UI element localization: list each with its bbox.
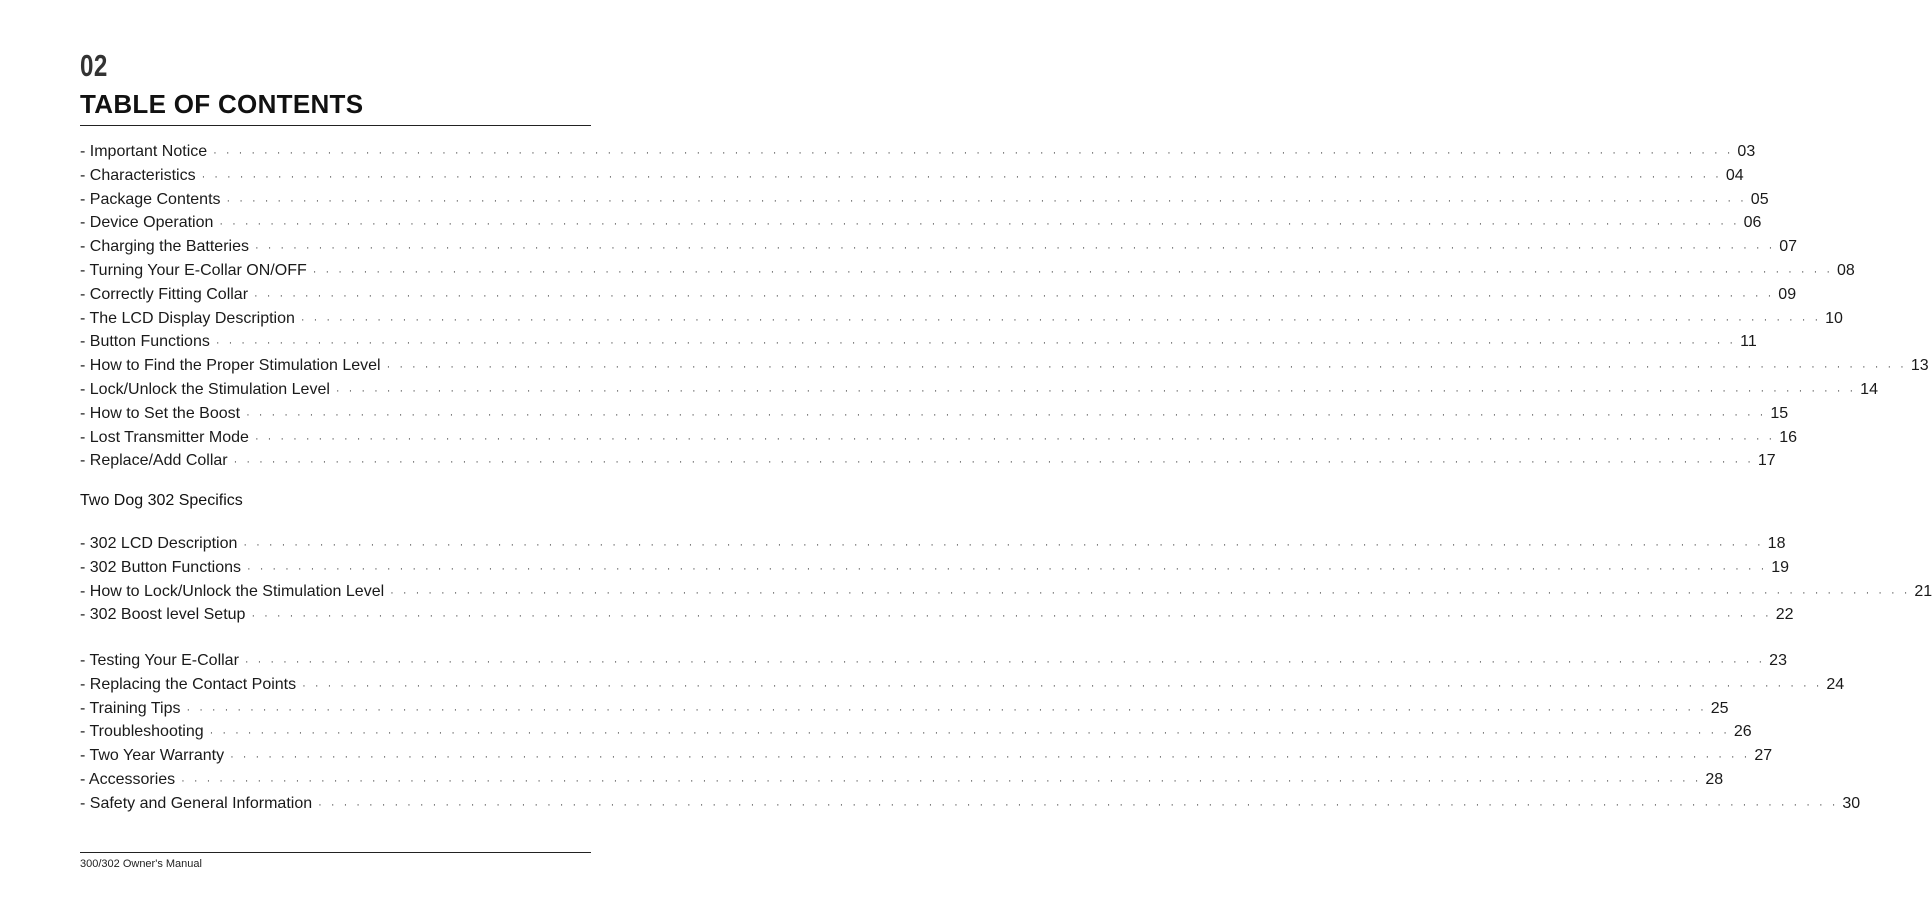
dot-leader: · · · · · · · · · · · · · · · · · · · · · · · · · · · · · · · · · · · · · · · · · · · · · · · · · · · · · · · · · · · · · · · · · · · · · · · · · · · · · · · · · · · · · · · · · · · · · · · · · · · · · · · · · · · · · · · · · · · · · · · · — [219, 218, 1740, 231]
toc-entry[interactable] — [80, 309, 1843, 334]
toc-entry-title: - Lost Transmitter Mode — [80, 428, 249, 446]
dot-leader: · · · · · · · · · · · · · · · · · · · · · · · · · · · · · · · · · · · · · · · · · · · · · · · · · · · · · · · · · · · · · · · · · · · · · · · · · · · · · · · · · · · · · · · · · · · · · · · · · · · · · · · · · · · · · · · · · · · · · · · · — [201, 170, 1722, 183]
toc-entry-page-number: 19 — [1771, 558, 1790, 576]
toc-entry-page-number: 04 — [1725, 166, 1744, 184]
toc-entry-page-number: 03 — [1737, 143, 1756, 160]
dot-leader: · · · · · · · · · · · · · · · · · · · · · · · · · · · · · · · · · · · · · · · · · · · · · · · · · · · · · · · · · · · · · · · · · · · · · · · · · · · · · · · · · · · · · · · · · · · · · · · · · · · · · · · · · · · · · · · · · · · · · · · · — [312, 265, 1834, 278]
toc-section-misc — [80, 652, 1861, 819]
dot-leader: · · · · · · · · · · · · · · · · · · · · · · · · · · · · · · · · · · · · · · · · · · · · · · · · · · · · · · · · · · · · · · · · · · · · · · · · · · · · · · · · · · · · · · · · · · · · · · · · · · · · · · · · · · · · · · · · · · · · · · · · — [302, 679, 1823, 692]
toc-entry-title: - Testing Your E-Collar — [80, 652, 239, 669]
toc-entry[interactable] — [80, 794, 1861, 819]
toc-entry-title: - Package Contents — [80, 190, 221, 208]
dot-leader: · · · · · · · · · · · · · · · · · · · · · · · · · · · · · · · · · · · · · · · · · · · · · · · · · · · · · · · · · · · · · · · · · · · · · · · · · · · · · · · · · · · · · · · · · · · · · · · · · · · · · · · · · · · · · · · · · · · · · · · · — [386, 361, 1907, 374]
dot-leader: · · · · · · · · · · · · · · · · · · · · · · · · · · · · · · · · · · · · · · · · · · · · · · · · · · · · · · · · · · · · · · · · · · · · · · · · · · · · · · · · · · · · · · · · · · · · · · · · · · · · · · · · · · · · · · · · · · · · · · · · — [254, 432, 1776, 445]
dot-leader: · · · · · · · · · · · · · · · · · · · · · · · · · · · · · · · · · · · · · · · · · · · · · · · · · · · · · · · · · · · · · · · · · · · · · · · · · · · · · · · · · · · · · · · · · · · · · · · · · · · · · · · · · · · · · · · · · · · · · · · · — [209, 727, 1730, 740]
footer-text: 300/302 Owner's Manual — [80, 858, 202, 870]
toc-entry-page-number: 30 — [1842, 794, 1861, 812]
toc-entry[interactable] — [80, 261, 1855, 286]
toc-entry-page-number: 15 — [1770, 404, 1789, 422]
page-title: TABLE OF CONTENTS — [80, 89, 364, 119]
toc-entry-page-number: 07 — [1779, 238, 1798, 256]
toc-entry[interactable] — [80, 428, 1798, 453]
toc-entry-page-number: 21 — [1914, 582, 1932, 600]
toc-entry-title: - Training Tips — [80, 699, 181, 717]
toc-entry-page-number: 06 — [1743, 214, 1762, 232]
dot-leader: · · · · · · · · · · · · · · · · · · · · · · · · · · · · · · · · · · · · · · · · · · · · · · · · · · · · · · · · · · · · · · · · · · · · · · · · · · · · · · · · · · · · · · · · · · · · · · · · · · · · · · · · · · · · · · · · · · · · · · · · — [244, 656, 1766, 668]
toc-entry-title: - Replace/Add Collar — [80, 452, 228, 470]
toc-entry-title: - Characteristics — [80, 166, 196, 184]
toc-entry-title: - Accessories — [80, 770, 176, 788]
section-heading: Two Dog 302 Specifics — [80, 492, 243, 509]
page-number: 02 — [80, 48, 108, 83]
toc-entry[interactable] — [80, 285, 1797, 310]
toc-entry[interactable] — [80, 166, 1744, 191]
toc-entry[interactable] — [80, 606, 1794, 630]
toc-entry-page-number: 23 — [1769, 652, 1787, 669]
toc-entry-title: - Two Year Warranty — [80, 747, 225, 765]
toc-entry[interactable] — [80, 770, 1724, 795]
toc-entry-page-number: 13 — [1910, 357, 1929, 375]
toc-entry[interactable] — [80, 238, 1798, 262]
toc-entry-page-number: 22 — [1775, 606, 1794, 624]
toc-section-302 — [80, 535, 1932, 630]
dot-leader: · · · · · · · · · · · · · · · · · · · · · · · · · · · · · · · · · · · · · · · · · · · · · · · · · · · · · · · · · · · · · · · · · · · · · · · · · · · · · · · · · · · · · · · · · · · · · · · · · · · · · · · · · · · · · · · · · · · · · · · · — [251, 610, 1772, 623]
toc-entry-title: - Lock/Unlock the Stimulation Level — [80, 380, 330, 398]
dot-leader: · · · · · · · · · · · · · · · · · · · · · · · · · · · · · · · · · · · · · · · · · · · · · · · · · · · · · · · · · · · · · · · · · · · · · · · · · · · · · · · · · · · · · · · · · · · · · · · · · · · · · · · · · · · · · · · · · · · · · · · · — [226, 194, 1747, 207]
dot-leader: · · · · · · · · · · · · · · · · · · · · · · · · · · · · · · · · · · · · · · · · · · · · · · · · · · · · · · · · · · · · · · · · · · · · · · · · · · · · · · · · · · · · · · · · · · · · · · · · · · · · · · · · · · · · · · · · · · · · · · · · — [215, 337, 1737, 350]
dot-leader: · · · · · · · · · · · · · · · · · · · · · · · · · · · · · · · · · · · · · · · · · · · · · · · · · · · · · · · · · · · · · · · · · · · · · · · · · · · · · · · · · · · · · · · · · · · · · · · · · · · · · · · · · · · · · · · · · · · · · · · · — [254, 242, 1776, 255]
toc-entry-title: - 302 Boost level Setup — [80, 606, 246, 624]
toc-entry[interactable] — [80, 404, 1789, 429]
toc-entry[interactable] — [80, 675, 1845, 700]
toc-entry-page-number: 24 — [1826, 675, 1845, 693]
dot-leader: · · · · · · · · · · · · · · · · · · · · · · · · · · · · · · · · · · · · · · · · · · · · · · · · · · · · · · · · · · · · · · · · · · · · · · · · · · · · · · · · · · · · · · · · · · · · · · · · · · · · · · · · · · · · · · · · · · · · · · · · — [246, 408, 1767, 421]
toc-entry-title: - Button Functions — [80, 333, 210, 351]
dot-leader: · · · · · · · · · · · · · · · · · · · · · · · · · · · · · · · · · · · · · · · · · · · · · · · · · · · · · · · · · · · · · · · · · · · · · · · · · · · · · · · · · · · · · · · · · · · · · · · · · · · · · · · · · · · · · · · · · · · · · · · · — [390, 586, 1911, 599]
toc-entry-title: - Safety and General Information — [80, 794, 313, 812]
toc-entry-title: - How to Lock/Unlock the Stimulation Level — [80, 582, 385, 600]
toc-entry-page-number: 05 — [1750, 190, 1769, 208]
toc-entry[interactable] — [80, 652, 1787, 676]
toc-entry-title: - The LCD Display Description — [80, 309, 295, 327]
toc-entry-page-number: 09 — [1778, 285, 1797, 303]
toc-entry-page-number: 27 — [1754, 747, 1773, 765]
toc-entry-title: - 302 LCD Description — [80, 535, 238, 552]
dot-leader: · · · · · · · · · · · · · · · · · · · · · · · · · · · · · · · · · · · · · · · · · · · · · · · · · · · · · · · · · · · · · · · · · · · · · · · · · · · · · · · · · · · · · · · · · · · · · · · · · · · · · · · · · · · · · · · · · · · · · · · · — [318, 798, 1839, 811]
toc-entry-title: - Replacing the Contact Points — [80, 675, 297, 693]
dot-leader: · · · · · · · · · · · · · · · · · · · · · · · · · · · · · · · · · · · · · · · · · · · · · · · · · · · · · · · · · · · · · · · · · · · · · · · · · · · · · · · · · · · · · · · · · · · · · · · · · · · · · · · · · · · · · · · · · · · · · · · · — [233, 456, 1754, 469]
toc-entry-title: - Charging the Batteries — [80, 238, 249, 256]
toc-entry[interactable] — [80, 190, 1769, 215]
toc-entry[interactable] — [80, 699, 1729, 724]
dot-leader: · · · · · · · · · · · · · · · · · · · · · · · · · · · · · · · · · · · · · · · · · · · · · · · · · · · · · · · · · · · · · · · · · · · · · · · · · · · · · · · · · · · · · · · · · · · · · · · · · · · · · · · · · · · · · · · · · · · · · · · · — [181, 774, 1702, 787]
toc-entry-title: - How to Find the Proper Stimulation Level — [80, 357, 381, 375]
toc-entry-title: - Turning Your E-Collar ON/OFF — [80, 261, 307, 279]
dot-leader: · · · · · · · · · · · · · · · · · · · · · · · · · · · · · · · · · · · · · · · · · · · · · · · · · · · · · · · · · · · · · · · · · · · · · · · · · · · · · · · · · · · · · · · · · · · · · · · · · · · · · · · · · · · · · · · · · · · · · · · · — [300, 313, 1822, 326]
toc-entry-title: - Correctly Fitting Collar — [80, 285, 249, 303]
footer-divider — [80, 852, 591, 853]
toc-entry-page-number: 25 — [1710, 699, 1729, 717]
dot-leader: · · · · · · · · · · · · · · · · · · · · · · · · · · · · · · · · · · · · · · · · · · · · · · · · · · · · · · · · · · · · · · · · · · · · · · · · · · · · · · · · · · · · · · · · · · · · · · · · · · · · · · · · · · · · · · · · · · · · · · · · — [246, 562, 1768, 575]
title-divider — [80, 125, 591, 126]
toc-entry[interactable] — [80, 380, 1878, 405]
toc-entry-page-number: 26 — [1733, 723, 1752, 741]
toc-entry[interactable] — [80, 747, 1773, 771]
toc-entry[interactable] — [80, 214, 1762, 238]
toc-entry[interactable] — [80, 535, 1786, 559]
toc-entry-title: - Troubleshooting — [80, 723, 204, 741]
toc-entry[interactable] — [80, 452, 1776, 476]
toc-entry[interactable] — [80, 723, 1752, 747]
toc-entry-page-number: 16 — [1779, 428, 1798, 446]
toc-section-general — [80, 143, 1929, 476]
toc-entry-title: - Important Notice — [80, 143, 208, 160]
toc-entry-title: - Device Operation — [80, 214, 214, 232]
dot-leader: · · · · · · · · · · · · · · · · · · · · · · · · · · · · · · · · · · · · · · · · · · · · · · · · · · · · · · · · · · · · · · · · · · · · · · · · · · · · · · · · · · · · · · · · · · · · · · · · · · · · · · · · · · · · · · · · · · · · · · · · — [335, 384, 1857, 397]
dot-leader: · · · · · · · · · · · · · · · · · · · · · · · · · · · · · · · · · · · · · · · · · · · · · · · · · · · · · · · · · · · · · · · · · · · · · · · · · · · · · · · · · · · · · · · · · · · · · · · · · · · · · · · · · · · · · · · · · · · · · · · · — [213, 147, 1734, 159]
dot-leader: · · · · · · · · · · · · · · · · · · · · · · · · · · · · · · · · · · · · · · · · · · · · · · · · · · · · · · · · · · · · · · · · · · · · · · · · · · · · · · · · · · · · · · · · · · · · · · · · · · · · · · · · · · · · · · · · · · · · · · · · — [186, 703, 1707, 716]
dot-leader: · · · · · · · · · · · · · · · · · · · · · · · · · · · · · · · · · · · · · · · · · · · · · · · · · · · · · · · · · · · · · · · · · · · · · · · · · · · · · · · · · · · · · · · · · · · · · · · · · · · · · · · · · · · · · · · · · · · · · · · · — [243, 539, 1764, 551]
toc-entry-page-number: 17 — [1757, 452, 1776, 470]
toc-entry[interactable] — [80, 357, 1929, 381]
toc-entry-page-number: 11 — [1740, 333, 1757, 351]
toc-entry-page-number: 18 — [1767, 535, 1786, 552]
toc-entry-page-number: 28 — [1705, 770, 1724, 788]
toc-entry-page-number: 10 — [1825, 309, 1843, 327]
toc-entry[interactable] — [80, 582, 1932, 607]
dot-leader: · · · · · · · · · · · · · · · · · · · · · · · · · · · · · · · · · · · · · · · · · · · · · · · · · · · · · · · · · · · · · · · · · · · · · · · · · · · · · · · · · · · · · · · · · · · · · · · · · · · · · · · · · · · · · · · · · · · · · · · · — [254, 289, 1775, 302]
toc-entry-title: - How to Set the Boost — [80, 404, 241, 422]
toc-entry-page-number: 14 — [1860, 380, 1878, 398]
toc-entry[interactable] — [80, 143, 1756, 167]
toc-entry[interactable] — [80, 558, 1790, 583]
toc-entry-page-number: 08 — [1837, 261, 1855, 279]
toc-entry-title: - 302 Button Functions — [80, 558, 241, 576]
toc-entry[interactable] — [80, 333, 1757, 357]
dot-leader: · · · · · · · · · · · · · · · · · · · · · · · · · · · · · · · · · · · · · · · · · · · · · · · · · · · · · · · · · · · · · · · · · · · · · · · · · · · · · · · · · · · · · · · · · · · · · · · · · · · · · · · · · · · · · · · · · · · · · · · · — [230, 751, 1751, 764]
